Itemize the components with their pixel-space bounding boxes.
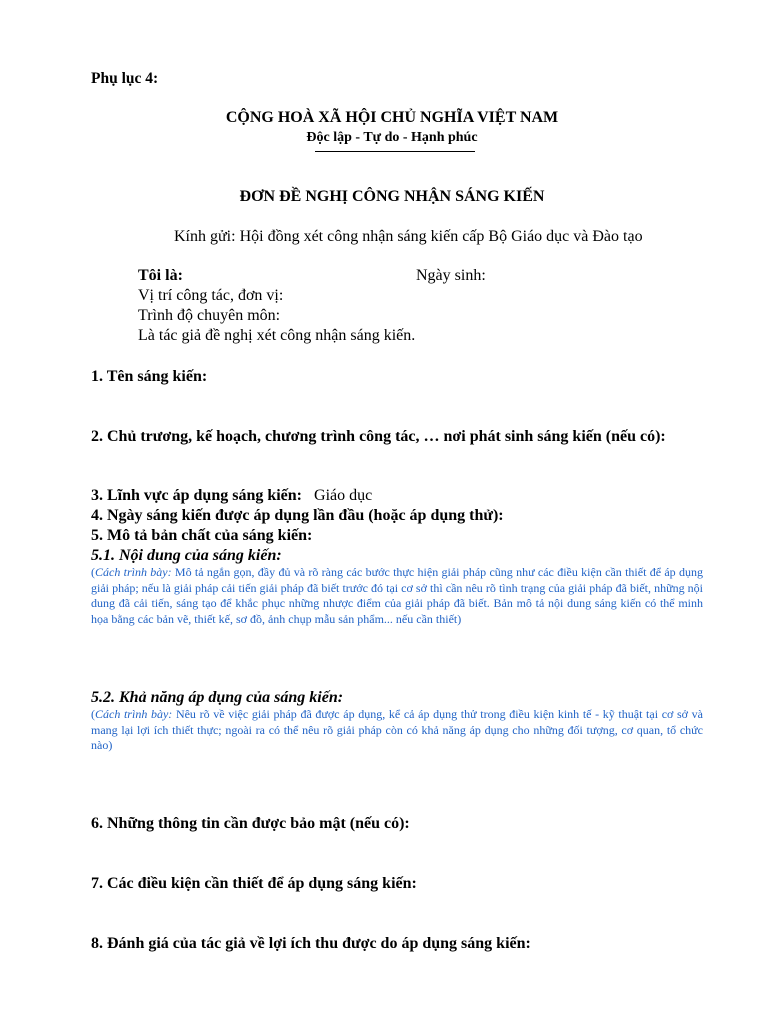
appendix-label: Phụ lục 4:: [91, 70, 159, 87]
document-title: ĐƠN ĐỀ NGHỊ CÔNG NHẬN SÁNG KIẾN: [239, 188, 545, 205]
section-7-heading: 7. Các điều kiện cần thiết để áp dụng sáng kiến:: [91, 875, 417, 892]
section-3-heading: 3. Lĩnh vực áp dụng sáng kiến:: [91, 487, 303, 504]
section-5-1-guidance-prefix: Cách trình bày:: [95, 565, 172, 579]
applicant-name-label: Tôi là:: [138, 267, 183, 284]
recipient-line: Kính gửi: Hội đồng xét công nhận sáng kiến cấp Bộ Giáo dục và Đào tạo: [174, 228, 643, 245]
applicant-position-label: Vị trí công tác, đơn vị:: [138, 287, 284, 304]
applicant-dob-label: Ngày sinh:: [416, 267, 486, 284]
section-5-2-guidance-prefix: Cách trình bày:: [95, 707, 173, 721]
section-5-1-guidance: (Cách trình bày: Mô tả ngắn gọn, đầy đủ và rõ ràng các bước thực hiện giải pháp cũng như các điều kiện cần thiết để áp dụng giải pháp; nếu là giải pháp cải tiến giải pháp đã biết trước đó tại cơ sở thì cần nêu rõ tình trạng của giải pháp đã biết, những nội dung đã cải tiến, sáng tạo để khắc phục những nhược điểm của giải pháp đã biết. Bản mô tả nội dung sáng kiến có thể minh họa bằng các bản vẽ, thiết kế, sơ đồ, ảnh chụp mẫu sản phẩm... nếu cần thiết): [91, 565, 703, 626]
section-5-heading: 5. Mô tả bản chất của sáng kiến:: [91, 527, 313, 544]
section-1-heading: 1. Tên sáng kiến:: [91, 368, 208, 385]
section-6-heading: 6. Những thông tin cần được bảo mật (nếu có):: [91, 815, 410, 832]
section-3-line: [91, 486, 372, 506]
section-5-2-guidance-text: Nêu rõ về việc giải pháp đã được áp dụng, kể cả áp dụng thử trong điều kiện kinh tế - kỹ thuật tại cơ sở và mang lại lợi ích thiết thực; ngoài ra có thể nêu rõ giải pháp còn có khả năng áp dụng cho những đối tượng, cơ quan, tổ chức nào): [91, 707, 704, 752]
applicant-statement: Là tác giả đề nghị xét công nhận sáng kiến.: [138, 327, 416, 344]
section-4-heading: 4. Ngày sáng kiến được áp dụng lần đầu (hoặc áp dụng thử):: [91, 507, 504, 524]
section-5-1-guidance-text: Mô tả ngắn gọn, đầy đủ và rõ ràng các bước thực hiện giải pháp cũng như các điều kiện cần thiết để áp dụng giải pháp; nếu là giải pháp cải tiến giải pháp đã biết trước đó tại cơ sở thì cần nêu rõ tình trạng của giải pháp đã biết, những nội dung đã cải tiến, sáng tạo để khắc phục những nhược điểm của giải pháp đã biết. Bản mô tả nội dung sáng kiến có thể minh họa bằng các bản vẽ, thiết kế, sơ đồ, ảnh chụp mẫu sản phẩm... nếu cần thiết): [91, 565, 703, 626]
section-5-1-heading: 5.1. Nội dung của sáng kiến:: [91, 547, 282, 564]
section-3-value: Giáo dục: [314, 487, 373, 504]
applicant-qualification-label: Trình độ chuyên môn:: [138, 307, 281, 324]
section-5-2-guidance: (Cách trình bày: Nêu rõ về việc giải pháp đã được áp dụng, kể cả áp dụng thử trong điều kiện kinh tế - kỹ thuật tại cơ sở và mang lại lợi ích thiết thực; ngoài ra có thể nêu rõ giải pháp còn có khả năng áp dụng cho những đối tượng, cơ quan, tổ chức nào): [91, 707, 704, 752]
nation-heading: CỘNG HOÀ XÃ HỘI CHỦ NGHĨA VIỆT NAM: [225, 109, 559, 126]
section-8-heading: 8. Đánh giá của tác giả về lợi ích thu được do áp dụng sáng kiến:: [91, 935, 531, 952]
motto: Độc lập - Tự do - Hạnh phúc: [306, 130, 478, 145]
section-5-2-heading: 5.2. Khả năng áp dụng của sáng kiến:: [91, 689, 344, 706]
section-2-heading: 2. Chủ trương, kế hoạch, chương trình công tác, … nơi phát sinh sáng kiến (nếu có):: [91, 428, 666, 445]
motto-underline: [315, 151, 475, 152]
